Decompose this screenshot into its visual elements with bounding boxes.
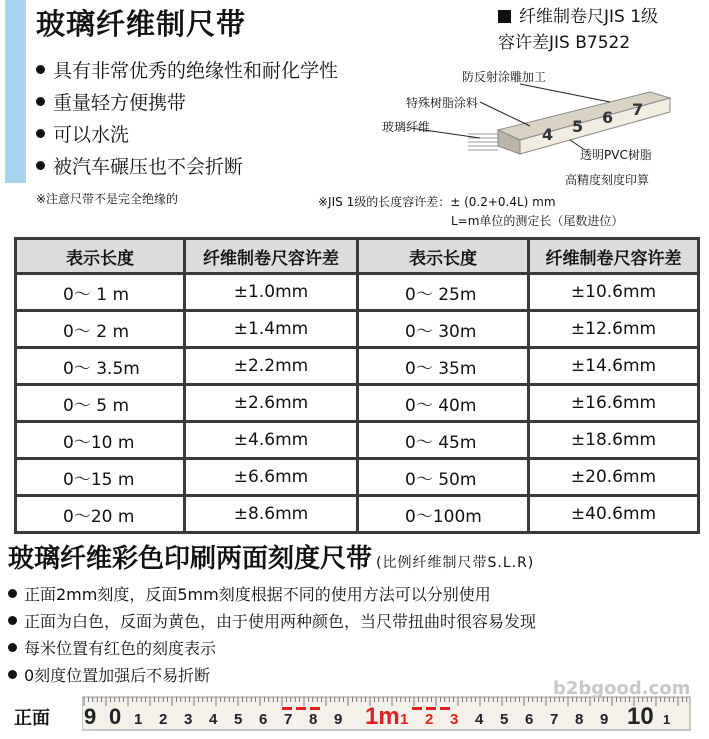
table-row <box>17 460 697 494</box>
tape-digit: 1 <box>134 711 143 728</box>
table-cell: 0～ 25m <box>359 275 527 309</box>
table-cell: ±8.6mm <box>186 497 356 531</box>
table-cell: ±18.6mm <box>530 423 697 457</box>
table-row <box>17 349 697 383</box>
table-cell: 0～100m <box>359 497 527 531</box>
insulation-note: ※注意尺带不是完全绝缘的 <box>36 192 179 206</box>
tape-measure-front <box>82 693 692 733</box>
table-cell: 0～10 m <box>17 423 183 457</box>
tape-digit: 4 <box>542 125 554 144</box>
table-row <box>17 386 697 420</box>
bullet-icon <box>36 97 45 106</box>
red-meter-marker <box>426 707 436 710</box>
section-bullet-text: 正面2mm刻度，反面5mm刻度根据不同的使用方法可以分别使用 <box>24 585 491 604</box>
tape-digit: 4 <box>209 711 218 728</box>
bullet-icon <box>8 589 17 598</box>
table-cell: ±1.4mm <box>186 312 356 346</box>
tape-digit: 6 <box>259 711 268 728</box>
tape-digit: 3 <box>450 711 459 728</box>
bullet-icon <box>36 129 45 138</box>
tape-digit: 2 <box>159 711 168 728</box>
standard-block <box>498 4 658 56</box>
table-cell: 0～ 3.5m <box>17 349 183 383</box>
table-cell: ±16.6mm <box>530 386 697 420</box>
label-anti-reflect: 防反射涂雕加工 <box>462 70 547 84</box>
table-cell: 0～ 35m <box>359 349 527 383</box>
tape-digit: 1 <box>400 711 409 728</box>
section-title <box>8 538 534 575</box>
table-cell: ±14.6mm <box>530 349 697 383</box>
label-special-resin: 特殊树脂涂料 <box>406 96 479 110</box>
bullet-icon <box>8 616 17 625</box>
tape-digit: 7 <box>632 100 644 119</box>
tape-digit: 2 <box>425 711 434 728</box>
column-header: 纤维制卷尺容许差 <box>186 240 356 272</box>
table-row <box>17 423 697 457</box>
table-cell: 0～ 5 m <box>17 386 183 420</box>
tape-digit: 7 <box>550 711 559 728</box>
red-meter-marker <box>282 707 292 710</box>
feature-item <box>36 88 186 115</box>
section-subtitle: (比例纤维制尺带S.L.R) <box>376 555 535 571</box>
tape-digit: 5 <box>234 711 243 728</box>
tape-digit: 6 <box>525 711 534 728</box>
meter-mark: 1m <box>365 703 400 730</box>
standard-line-2: 容许差JIS B7522 <box>498 33 631 53</box>
bullet-icon <box>8 670 17 679</box>
section-bullet-text: 正面为白色，反面为黄色，由于使用两种颜色，当尺带扭曲时很容易发现 <box>24 612 537 631</box>
red-meter-marker <box>412 707 422 710</box>
end-mark: 10 <box>627 703 654 730</box>
standard-line-1 <box>498 4 658 30</box>
accent-bar <box>5 0 26 183</box>
section-bullet-text: 0刻度位置加强后不易折断 <box>24 666 211 685</box>
feature-item <box>36 120 129 147</box>
table-cell: 0～20 m <box>17 497 183 531</box>
table-cell: ±2.2mm <box>186 349 356 383</box>
section-bullet <box>8 636 216 659</box>
section-bullet-text: 每米位置有红色的刻度表示 <box>24 639 217 658</box>
feature-item <box>36 56 338 83</box>
page-title: 玻璃纤维制尺带 <box>36 7 247 41</box>
table-header-row <box>17 240 697 272</box>
tape-digit: 7 <box>284 711 293 728</box>
tolerance-table <box>14 237 700 534</box>
section-bullet <box>8 582 491 605</box>
tape-digit: 5 <box>572 117 584 136</box>
front-label: 正面 <box>14 708 50 729</box>
tape-digit: 4 <box>475 711 484 728</box>
column-header: 纤维制卷尺容许差 <box>530 240 697 272</box>
section-bullet <box>8 663 210 686</box>
bullet-icon <box>36 65 45 74</box>
feature-text: 具有非常优秀的绝缘性和耐化学性 <box>53 60 339 82</box>
feature-text: 被汽车碾压也不会折断 <box>53 156 244 178</box>
table-cell: 0～ 1 m <box>17 275 183 309</box>
feature-text: 重量轻方便携带 <box>53 92 187 114</box>
tape-cross-section-diagram <box>370 62 705 192</box>
table-cell: 0～ 50m <box>359 460 527 494</box>
bullet-icon <box>8 643 17 652</box>
table-row <box>17 312 697 346</box>
section-bullet <box>8 609 536 632</box>
table-cell: ±2.6mm <box>186 386 356 420</box>
tape-digit: 9 <box>84 704 97 729</box>
tape-digit: 8 <box>575 711 584 728</box>
table-cell: 0～15 m <box>17 460 183 494</box>
watermark: b2bgood.com <box>553 678 691 699</box>
standard-line-1-text: 纤维制卷尺JIS 1级 <box>519 7 659 27</box>
table-cell: ±6.6mm <box>186 460 356 494</box>
glass-fiber-strands <box>468 134 498 150</box>
table-cell: 0～ 30m <box>359 312 527 346</box>
table-row <box>17 275 697 309</box>
feature-text: 可以水洗 <box>53 124 130 146</box>
table-cell: ±1.0mm <box>186 275 356 309</box>
red-meter-marker <box>440 707 450 710</box>
table-cell: ±20.6mm <box>530 460 697 494</box>
label-glass-fiber: 玻璃纤维 <box>382 120 431 134</box>
jis-note-line-1: ※JIS 1级的长度容许差：± (0.2+0.4L) mm <box>318 195 556 209</box>
table-cell: ±40.6mm <box>530 497 697 531</box>
red-meter-marker <box>296 707 306 710</box>
tape-digit: 3 <box>184 711 193 728</box>
tape-digit: 8 <box>309 711 318 728</box>
table-cell: 0～ 40m <box>359 386 527 420</box>
tape-digit: 0 <box>109 704 122 729</box>
red-meter-marker <box>310 707 320 710</box>
table-cell: ±12.6mm <box>530 312 697 346</box>
end-subscript: 1 <box>663 712 671 727</box>
feature-item <box>36 152 243 179</box>
jis-note-line-2: L=m单位的测定长（尾数进位） <box>451 214 624 228</box>
column-header: 表示长度 <box>359 240 527 272</box>
tape-digit: 6 <box>602 108 614 127</box>
square-bullet-icon <box>498 10 511 23</box>
column-header: 表示长度 <box>17 240 183 272</box>
tape-digit: 9 <box>600 711 609 728</box>
table-cell: 0～ 2 m <box>17 312 183 346</box>
table-cell: 0～ 45m <box>359 423 527 457</box>
table-row <box>17 497 697 531</box>
bullet-icon <box>36 161 45 170</box>
tape-digit: 9 <box>334 711 343 728</box>
jis-note <box>318 193 623 231</box>
label-print: 高精度刻度印算 <box>565 173 650 187</box>
label-pvc: 透明PVC树脂 <box>580 148 652 162</box>
tape-digit: 5 <box>500 711 509 728</box>
table-cell: ±4.6mm <box>186 423 356 457</box>
section-title-text: 玻璃纤维彩色印刷两面刻度尺带 <box>8 544 373 574</box>
table-cell: ±10.6mm <box>530 275 697 309</box>
